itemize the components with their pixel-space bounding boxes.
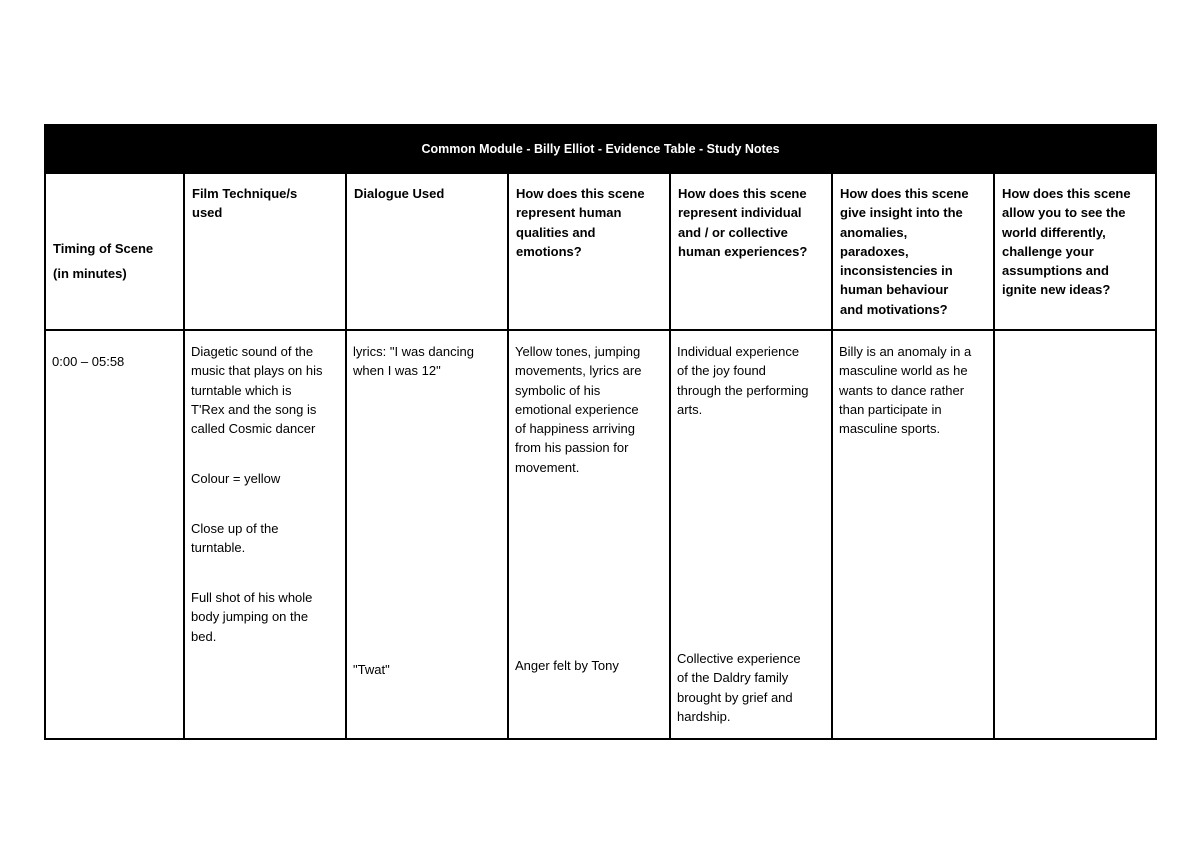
- header-film-technique: Film Technique/s used: [184, 173, 346, 330]
- anomalies-text: Billy is an anomaly in a masculine world as he wants to dance rather than participate in masculine sports.: [839, 344, 972, 437]
- cell-anomalies: [832, 330, 994, 739]
- header-human-qualities: How does this scene represent human qualities and emotions?: [508, 173, 670, 330]
- evidence-table: [44, 124, 1157, 740]
- cell-film-technique: [184, 330, 346, 739]
- cell-dialogue: [346, 330, 508, 739]
- timing-text: 0:00 – 05:58: [52, 354, 125, 369]
- cell-human-qualities: [508, 330, 670, 739]
- experiences-first: Individual experience of the joy found through the performing arts.: [677, 344, 809, 417]
- header-human-experiences: How does this scene represent individual and / or collective human experiences?: [670, 173, 832, 330]
- technique-closeup: Close up of the turntable.: [191, 521, 279, 556]
- header-see-world-differently: How does this scene allow you to see the world differently, challenge your assumptions and ignite new ideas?: [994, 173, 1156, 330]
- header-timing: Timing of Scene (in minutes): [45, 173, 184, 330]
- table-row: [45, 330, 1156, 739]
- qualities-first: Yellow tones, jumping movements, lyrics are symbolic of his emotional experience of happiness arriving from his passion for movement.: [515, 344, 642, 475]
- cell-see-world-differently: [994, 330, 1156, 739]
- qualities-second: Anger felt by Tony: [515, 658, 619, 673]
- dialogue-second: "Twat": [353, 662, 390, 677]
- header-dialogue: Dialogue Used: [346, 173, 508, 330]
- cell-timing: [45, 330, 184, 739]
- technique-fullshot: Full shot of his whole body jumping on the bed.: [191, 590, 313, 644]
- dialogue-lyrics: lyrics: "I was dancing when I was 12": [353, 344, 474, 379]
- technique-colour: Colour = yellow: [191, 471, 281, 486]
- cell-human-experiences: [670, 330, 832, 739]
- header-anomalies: How does this scene give insight into the anomalies, paradoxes, inconsistencies in human behaviour and motivations?: [832, 173, 994, 330]
- table-title: Common Module - Billy Elliot - Evidence Table - Study Notes: [45, 125, 1156, 173]
- technique-sound: Diagetic sound of the music that plays on his turntable which is T'Rex and the song is called Cosmic dancer: [191, 344, 323, 437]
- experiences-second: Collective experience of the Daldry family brought by grief and hardship.: [677, 651, 801, 724]
